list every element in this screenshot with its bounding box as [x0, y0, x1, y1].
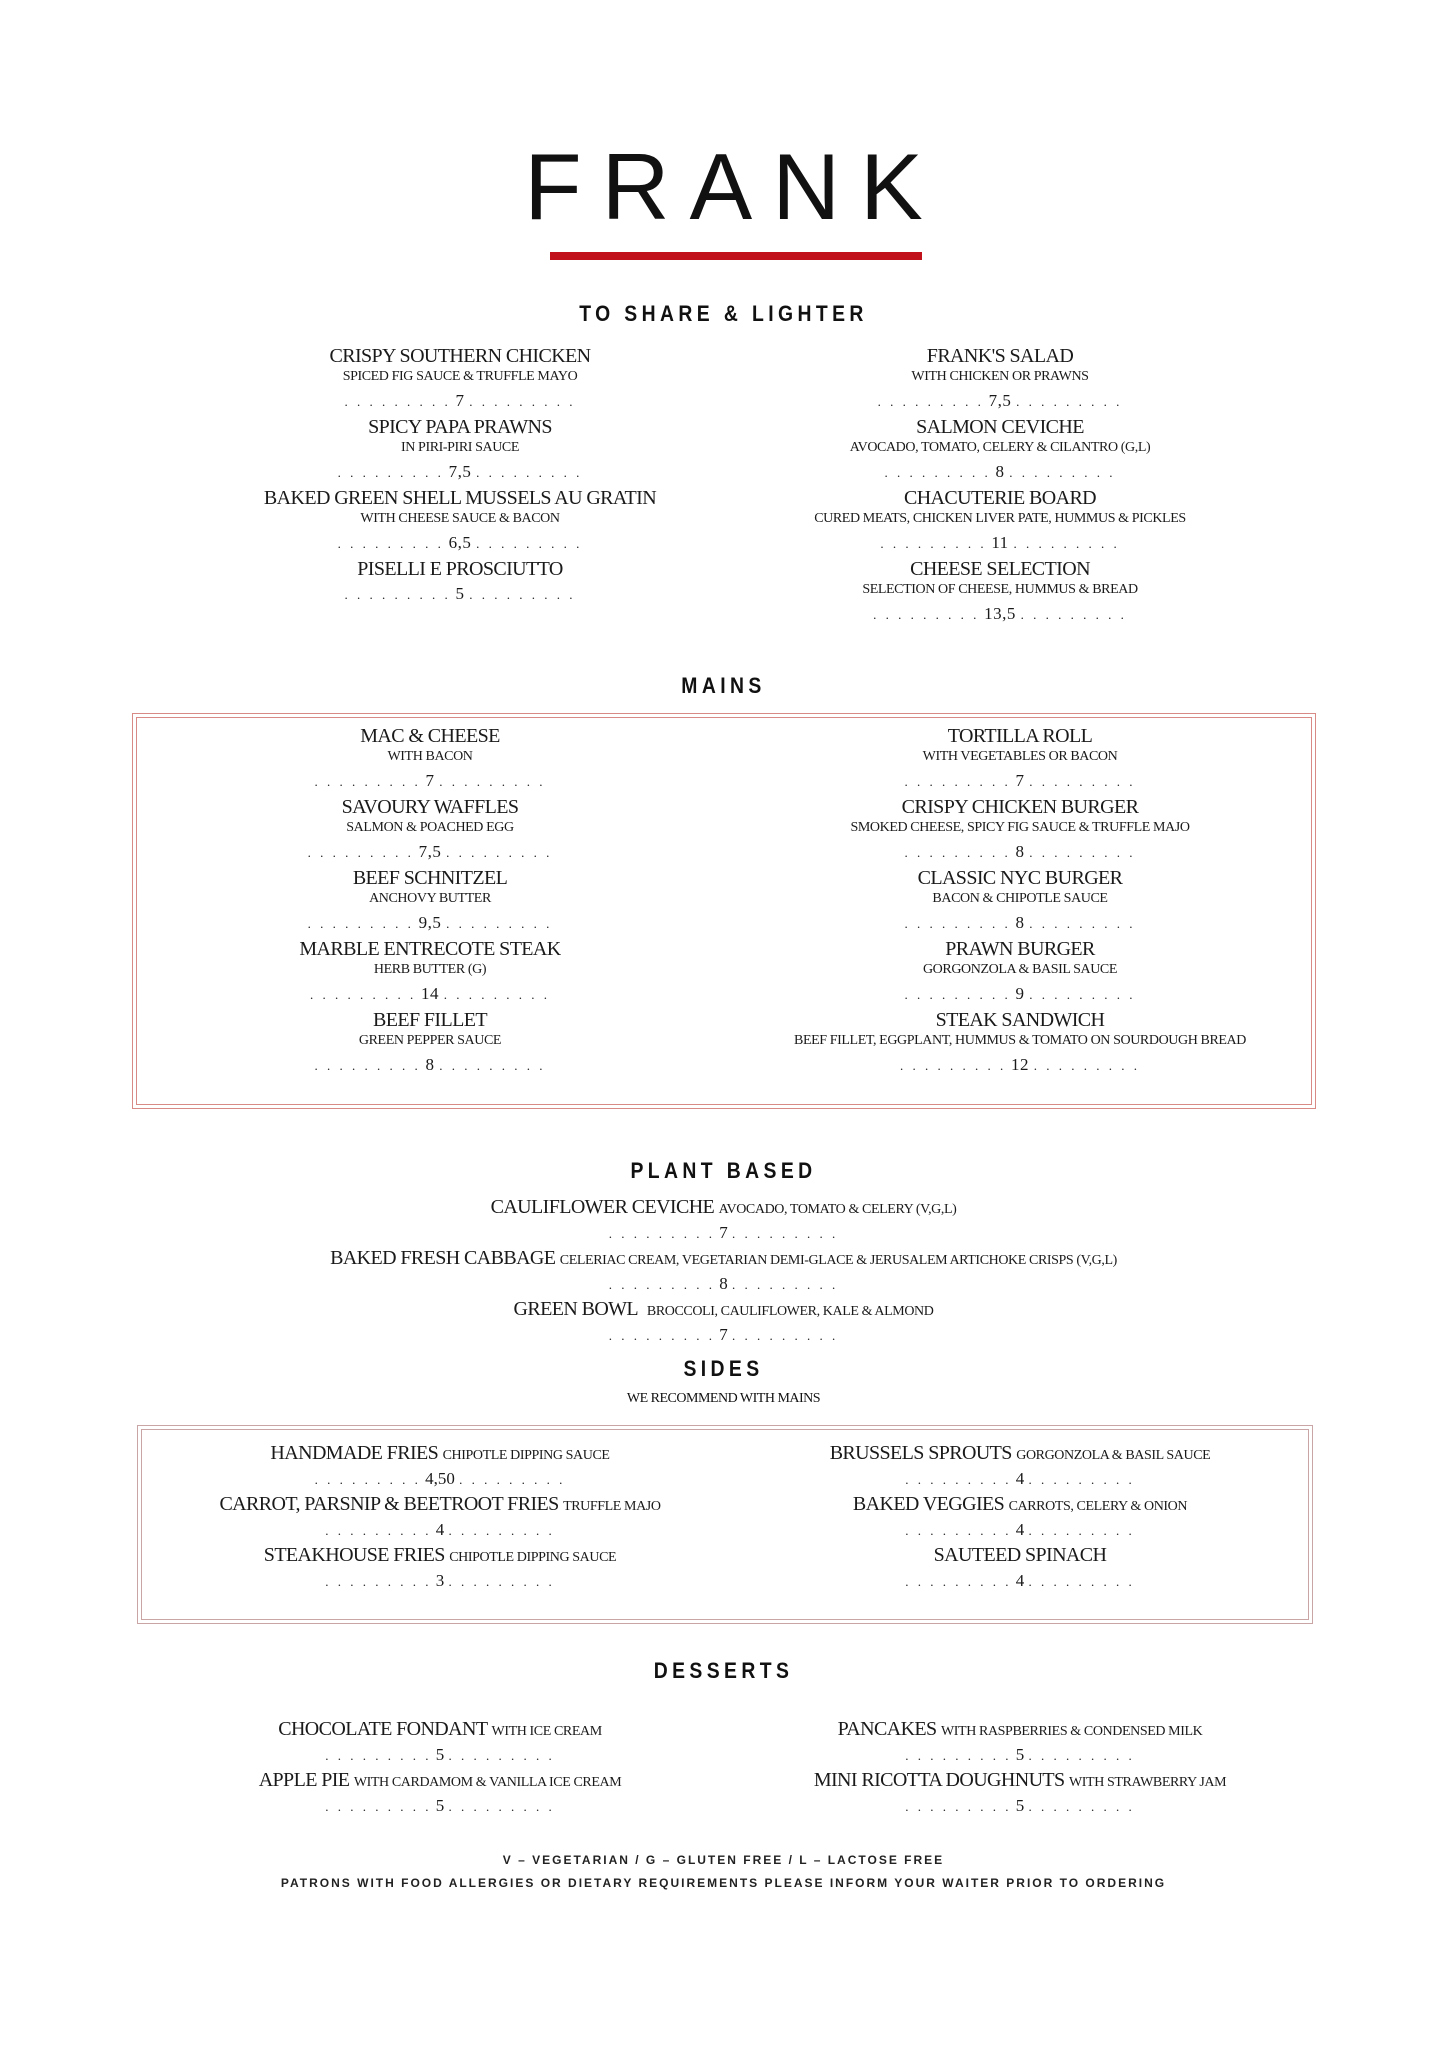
item-price-line: . . . . . . . . . 12 . . . . . . . . .: [900, 1055, 1140, 1074]
desserts-right-column: [740, 1716, 1300, 1818]
item-price-line: . . . . . . . . . 11 . . . . . . . . .: [880, 533, 1120, 552]
menu-item: [170, 724, 690, 795]
item-price-line: . . . . . . . . . 7 . . . . . . . . .: [344, 391, 576, 410]
item-price-line: . . . . . . . . . 8 . . . . . . . . .: [904, 913, 1136, 932]
item-price: 7: [719, 1223, 728, 1242]
item-price: 7: [1015, 771, 1025, 790]
item-name: HANDMADE FRIES: [270, 1442, 439, 1464]
menu-item: [740, 937, 1300, 1008]
item-price: 3: [435, 1571, 445, 1590]
item-price: 7: [455, 391, 465, 410]
item-price-line: . . . . . . . . . 7 . . . . . . . . .: [608, 1223, 839, 1242]
item-name: MINI RICOTTA DOUGHNUTS: [813, 1769, 1065, 1791]
item-description: WITH RASPBERRIES & CONDENSED MILK: [940, 1724, 1203, 1739]
item-description: WITH BACON: [387, 749, 473, 764]
menu-item: [200, 486, 720, 557]
item-name: BAKED GREEN SHELL MUSSELS AU GRATIN: [263, 487, 657, 509]
item-description: HERB BUTTER (G): [373, 962, 487, 977]
item-name: BEEF FILLET: [373, 1009, 487, 1031]
item-description: WITH ICE CREAM: [491, 1724, 602, 1739]
item-description: CHIPOTLE DIPPING SAUCE: [449, 1550, 617, 1565]
item-description: CHIPOTLE DIPPING SAUCE: [442, 1448, 610, 1463]
item-description: BEEF FILLET, EGGPLANT, HUMMUS & TOMATO ON SOURDOUGH BREAD: [794, 1033, 1246, 1048]
item-name: FRANK'S SALAD: [926, 345, 1074, 367]
item-description: SMOKED CHEESE, SPICY FIG SAUCE & TRUFFLE MAJO: [850, 820, 1190, 835]
item-price-line: . . . . . . . . . 4 . . . . . . . . .: [905, 1520, 1135, 1539]
item-price: 7,5: [988, 391, 1012, 410]
menu-item: [140, 1767, 740, 1818]
item-price-line: . . . . . . . . . 14 . . . . . . . . .: [310, 984, 550, 1003]
item-name: SAVOURY WAFFLES: [341, 796, 519, 818]
item-name: STEAKHOUSE FRIES: [263, 1544, 445, 1566]
item-name: APPLE PIE: [258, 1769, 350, 1791]
item-price-line: . . . . . . . . . 7 . . . . . . . . .: [314, 771, 546, 790]
menu-item: [140, 1491, 740, 1542]
sides-left-column: [140, 1440, 740, 1593]
item-name: GREEN BOWL: [513, 1298, 639, 1320]
item-description: SELECTION OF CHEESE, HUMMUS & BREAD: [862, 582, 1138, 597]
item-name: BAKED FRESH CABBAGE: [330, 1247, 556, 1269]
item-price-line: . . . . . . . . . 4 . . . . . . . . .: [325, 1520, 555, 1539]
item-price: 9,5: [418, 913, 442, 932]
item-name: PRAWN BURGER: [945, 938, 1095, 960]
item-description: AVOCADO, TOMATO, CELERY & CILANTRO (G,L): [849, 440, 1151, 455]
item-price: 4: [435, 1520, 445, 1539]
item-price-line: . . . . . . . . . 4,50 . . . . . . . . .: [314, 1469, 566, 1488]
to-share-right-column: [730, 344, 1270, 628]
item-price: 7: [719, 1325, 728, 1344]
mains-right-column: [740, 724, 1300, 1079]
menu-item: [740, 724, 1300, 795]
item-description: ANCHOVY BUTTER: [369, 891, 491, 906]
item-description: GORGONZOLA & BASIL SAUCE: [922, 962, 1118, 977]
item-name: SAUTEED SPINACH: [933, 1544, 1107, 1566]
item-price: 8: [719, 1274, 728, 1293]
item-description: GORGONZOLA & BASIL SAUCE: [1016, 1448, 1211, 1463]
menu-item: [170, 866, 690, 937]
item-name: CHOCOLATE FONDANT: [278, 1718, 488, 1740]
item-description: GREEN PEPPER SAUCE: [358, 1033, 502, 1048]
section-title-plant-based: PLANT BASED: [630, 1158, 817, 1183]
menu-item: [0, 1245, 1447, 1296]
menu-item: [740, 795, 1300, 866]
item-price: 6,5: [448, 533, 472, 552]
item-name: BRUSSELS SPROUTS: [829, 1442, 1012, 1464]
item-description: CURED MEATS, CHICKEN LIVER PATE, HUMMUS & PICKLES: [814, 511, 1186, 526]
item-description: BACON & CHIPOTLE SAUCE: [932, 891, 1108, 906]
item-price: 5: [1015, 1796, 1025, 1815]
item-price-line: . . . . . . . . . 3 . . . . . . . . .: [325, 1571, 555, 1590]
item-price-line: . . . . . . . . . 8 . . . . . . . . .: [904, 842, 1136, 861]
item-description: AVOCADO, TOMATO & CELERY (V,G,L): [718, 1202, 957, 1217]
item-price: 4: [1015, 1520, 1025, 1539]
item-name: PANCAKES: [837, 1718, 937, 1740]
menu-item: [200, 344, 720, 415]
sides-right-column: [740, 1440, 1300, 1593]
item-description: SPICED FIG SAUCE & TRUFFLE MAYO: [342, 369, 578, 384]
section-title-mains: MAINS: [681, 673, 766, 698]
item-price-line: . . . . . . . . . 7 . . . . . . . . .: [608, 1325, 839, 1344]
menu-item: [140, 1440, 740, 1491]
item-price: 4: [1015, 1469, 1025, 1488]
item-price-line: . . . . . . . . . 7,5 . . . . . . . . .: [337, 462, 583, 481]
item-price: 8: [1015, 913, 1025, 932]
dietary-legend: V – VEGETARIAN / G – GLUTEN FREE / L – LACTOSE FREE: [502, 1853, 945, 1867]
item-name: CHACUTERIE BOARD: [903, 487, 1097, 509]
menu-item: [200, 557, 720, 608]
item-price: 7,5: [418, 842, 442, 861]
item-description: WITH CARDAMOM & VANILLA ICE CREAM: [353, 1775, 622, 1790]
item-price: 5: [435, 1796, 445, 1815]
desserts-left-column: [140, 1716, 740, 1818]
menu-item: [740, 1542, 1300, 1593]
item-price: 8: [995, 462, 1005, 481]
menu-item: [740, 1440, 1300, 1491]
item-description: WITH VEGETABLES OR BACON: [922, 749, 1118, 764]
menu-item: [740, 1008, 1300, 1079]
item-price-line: . . . . . . . . . 6,5 . . . . . . . . .: [337, 533, 583, 552]
item-price: 9: [1015, 984, 1025, 1003]
to-share-left-column: [200, 344, 720, 608]
menu-item: [740, 866, 1300, 937]
item-description: TRUFFLE MAJO: [563, 1499, 661, 1514]
item-name: STEAK SANDWICH: [935, 1009, 1105, 1031]
menu-item: [730, 415, 1270, 486]
item-name: CAULIFLOWER CEVICHE: [490, 1196, 715, 1218]
item-price: 7,5: [448, 462, 472, 481]
menu-item: [170, 1008, 690, 1079]
item-price: 4,50: [425, 1469, 455, 1488]
item-price-line: . . . . . . . . . 5 . . . . . . . . .: [905, 1745, 1135, 1764]
menu-item: [140, 1716, 740, 1767]
item-price-line: . . . . . . . . . 8 . . . . . . . . .: [608, 1274, 839, 1293]
item-name: CRISPY CHICKEN BURGER: [901, 796, 1139, 818]
item-name: SPICY PAPA PRAWNS: [368, 416, 552, 438]
item-price-line: . . . . . . . . . 9,5 . . . . . . . . .: [307, 913, 553, 932]
item-price-line: . . . . . . . . . 5 . . . . . . . . .: [325, 1745, 555, 1764]
item-price: 8: [425, 1055, 435, 1074]
item-name: SALMON CEVICHE: [916, 416, 1084, 438]
item-price-line: . . . . . . . . . 13,5 . . . . . . . . .: [873, 604, 1127, 623]
item-price: 13,5: [984, 604, 1016, 623]
section-title-to-share: TO SHARE & LIGHTER: [579, 301, 868, 326]
item-price: 8: [1015, 842, 1025, 861]
item-description: WITH STRAWBERRY JAM: [1068, 1775, 1227, 1790]
item-price-line: . . . . . . . . . 5 . . . . . . . . .: [325, 1796, 555, 1815]
item-price: 14: [421, 984, 439, 1003]
item-price-line: . . . . . . . . . 4 . . . . . . . . .: [905, 1469, 1135, 1488]
menu-item: [0, 1194, 1447, 1245]
section-title-sides: SIDES: [683, 1356, 764, 1381]
menu-item: [730, 486, 1270, 557]
item-price-line: . . . . . . . . . 5 . . . . . . . . .: [344, 584, 576, 603]
item-name: MARBLE ENTRECOTE STEAK: [299, 938, 561, 960]
item-price-line: . . . . . . . . . 8 . . . . . . . . .: [884, 462, 1116, 481]
item-price-line: . . . . . . . . . 7,5 . . . . . . . . .: [877, 391, 1123, 410]
section-title-desserts: DESSERTS: [653, 1658, 794, 1683]
item-price: 7: [425, 771, 435, 790]
restaurant-logo: FRANK: [524, 134, 943, 239]
item-price: 5: [455, 584, 465, 603]
item-price-line: . . . . . . . . . 7 . . . . . . . . .: [904, 771, 1136, 790]
item-name: BAKED VEGGIES: [852, 1493, 1005, 1515]
menu-item: [200, 415, 720, 486]
item-description: IN PIRI-PIRI SAUCE: [400, 440, 520, 455]
item-description: CARROTS, CELERY & ONION: [1008, 1499, 1188, 1514]
item-description: CELERIAC CREAM, VEGETARIAN DEMI-GLACE & JERUSALEM ARTICHOKE CRISPS (V,G,L): [559, 1253, 1117, 1268]
item-name: TORTILLA ROLL: [947, 725, 1093, 747]
item-description: SALMON & POACHED EGG: [346, 820, 514, 835]
menu-item: [170, 937, 690, 1008]
item-price-line: . . . . . . . . . 7,5 . . . . . . . . .: [307, 842, 553, 861]
menu-item: [740, 1491, 1300, 1542]
item-description: WITH CHICKEN OR PRAWNS: [911, 369, 1089, 384]
item-name: CHEESE SELECTION: [910, 558, 1090, 580]
logo-underline: [550, 252, 922, 260]
item-description: BROCCOLI, CAULIFLOWER, KALE & ALMOND: [646, 1304, 934, 1319]
menu-item: [740, 1767, 1300, 1818]
item-price: 12: [1011, 1055, 1029, 1074]
item-price-line: . . . . . . . . . 4 . . . . . . . . .: [905, 1571, 1135, 1590]
item-description: WITH CHEESE SAUCE & BACON: [360, 511, 560, 526]
item-name: CARROT, PARSNIP & BEETROOT FRIES: [219, 1493, 559, 1515]
item-name: CLASSIC NYC BURGER: [917, 867, 1123, 889]
item-price: 5: [1015, 1745, 1025, 1764]
item-price-line: . . . . . . . . . 5 . . . . . . . . .: [905, 1796, 1135, 1815]
item-name: MAC & CHEESE: [360, 725, 500, 747]
item-name: PISELLI E PROSCIUTTO: [357, 558, 563, 580]
item-name: BEEF SCHNITZEL: [352, 867, 508, 889]
menu-item: [170, 795, 690, 866]
menu-item: [730, 344, 1270, 415]
menu-item: [730, 557, 1270, 628]
menu-item: [740, 1716, 1300, 1767]
menu-item: [0, 1296, 1447, 1347]
item-price: 11: [991, 533, 1009, 552]
item-name: CRISPY SOUTHERN CHICKEN: [329, 345, 591, 367]
item-price-line: . . . . . . . . . 9 . . . . . . . . .: [904, 984, 1136, 1003]
mains-left-column: [170, 724, 690, 1079]
sides-subtitle: WE RECOMMEND WITH MAINS: [626, 1391, 821, 1406]
item-price-line: . . . . . . . . . 8 . . . . . . . . .: [314, 1055, 546, 1074]
item-price: 4: [1015, 1571, 1025, 1590]
menu-item: [140, 1542, 740, 1593]
item-price: 5: [435, 1745, 445, 1764]
allergy-notice: PATRONS WITH FOOD ALLERGIES OR DIETARY REQUIREMENTS PLEASE INFORM YOUR WAITER PRIOR TO ORDERING: [280, 1876, 1167, 1890]
plant-based-list: [0, 1194, 1447, 1347]
